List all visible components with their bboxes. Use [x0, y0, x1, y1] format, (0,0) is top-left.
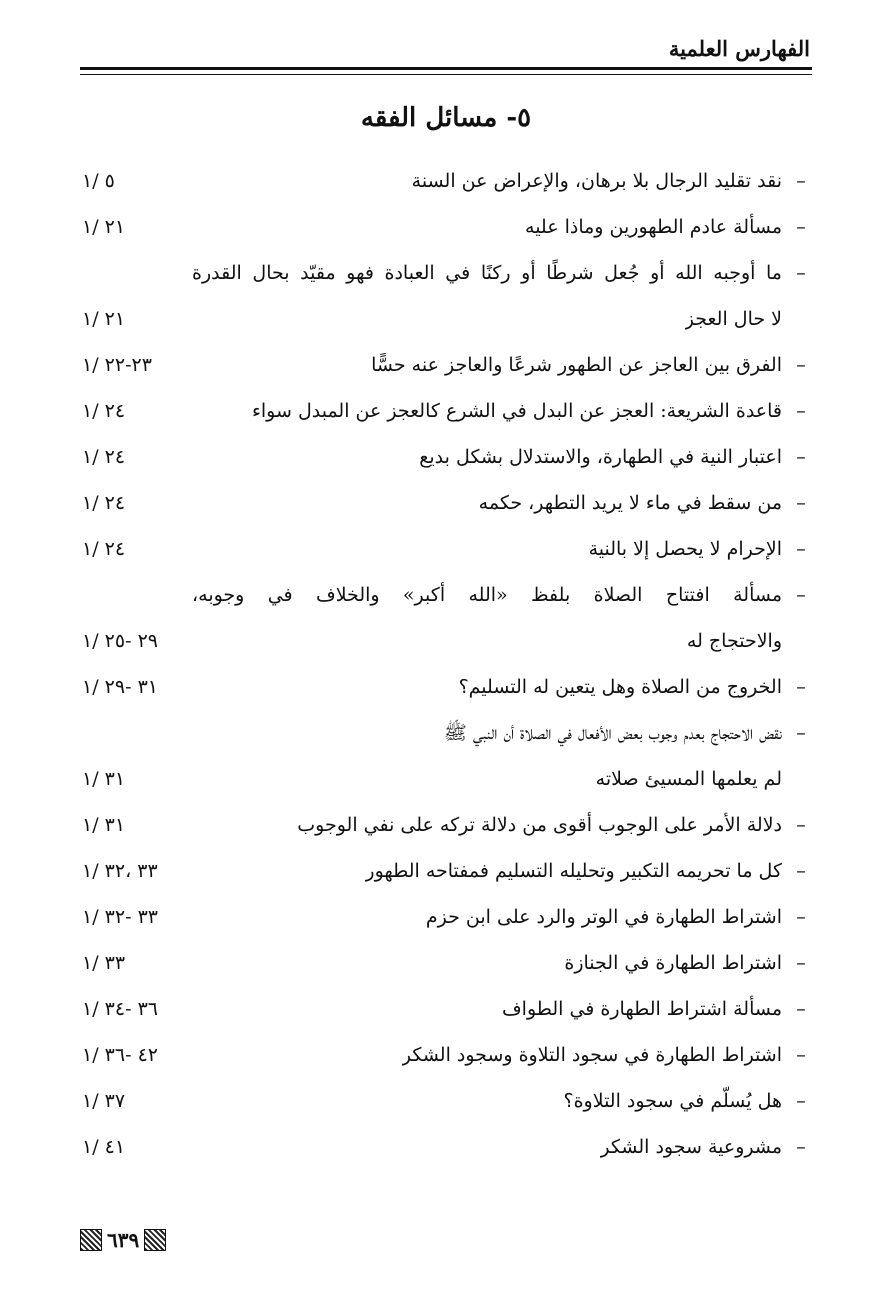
entry-dash: – [796, 492, 806, 514]
entry-reference: ٢٤ /١ [82, 400, 126, 422]
entry-reference: ٢٣-٢٢ /١ [82, 354, 152, 376]
entry-reference: ٤١ /١ [82, 1136, 126, 1158]
entry-reference: ٢٤ /١ [82, 492, 126, 514]
entry-dash: – [796, 446, 806, 468]
header-rule-thin [80, 74, 812, 75]
entry-text: اشتراط الطهارة في الوتر والرد على ابن حزم [425, 906, 782, 928]
entry-reference: ٣٧ /١ [82, 1090, 126, 1112]
index-entry [80, 250, 812, 296]
entry-dash: – [796, 400, 806, 422]
entry-dash: – [796, 1044, 806, 1066]
entry-dash: – [796, 584, 806, 606]
section-title: ٥- مسائل الفقه [360, 103, 532, 133]
entry-dash: – [796, 170, 806, 192]
entry-text: ما أوجبه الله أو جُعل شرطًا أو ركنًا في العبادة فهو مقيّد بحال القدرة [192, 262, 782, 284]
index-entry-list [80, 158, 812, 1170]
page-number: ٦٣٩ [107, 1228, 140, 1252]
index-entry [80, 434, 812, 480]
entry-text: الفرق بين العاجز عن الطهور شرعًا والعاجز عنه حسًّا [371, 354, 782, 376]
entry-reference: ٣٣ -٣٢ /١ [82, 906, 158, 928]
entry-reference: ٢١ /١ [82, 216, 126, 238]
entry-text: قاعدة الشريعة: العجز عن البدل في الشرع كالعجز عن المبدل سواء [251, 400, 782, 422]
index-entry [80, 342, 812, 388]
entry-text: والاحتجاج له [686, 630, 782, 652]
index-entry [80, 894, 812, 940]
index-entry [80, 480, 812, 526]
entry-text: اعتبار النية في الطهارة، والاستدلال بشكل بديع [419, 446, 782, 468]
entry-reference: ٤٢ -٣٦ /١ [82, 1044, 158, 1066]
page-number-footer [80, 1225, 166, 1255]
entry-dash: – [796, 998, 806, 1020]
index-entry [80, 526, 812, 572]
index-entry [80, 1078, 812, 1124]
entry-dash: – [796, 814, 806, 836]
entry-dash: – [796, 1090, 806, 1112]
entry-text: لم يعلمها المسيئ صلاته [595, 768, 782, 790]
entry-reference: ٥ /١ [82, 170, 115, 192]
entry-text: من سقط في ماء لا يريد التطهر، حكمه [478, 492, 782, 514]
entry-dash: – [796, 354, 806, 376]
entry-text: الخروج من الصلاة وهل يتعين له التسليم؟ [458, 676, 782, 698]
entry-dash: – [796, 216, 806, 238]
index-entry [80, 940, 812, 986]
entry-text: مسألة عادم الطهورين وماذا عليه [525, 216, 782, 238]
entry-text: نقض الاحتجاج بعدم وجوب بعض الأفعال في الصلاة أن النبي ﷺ [443, 722, 782, 744]
index-entry [80, 848, 812, 894]
index-entry [80, 572, 812, 618]
entry-dash: – [796, 906, 806, 928]
entry-reference: ٣٣ ،٣٢ /١ [82, 860, 158, 882]
entry-reference: ٣١ /١ [82, 768, 126, 790]
entry-text: الإحرام لا يحصل إلا بالنية [588, 538, 782, 560]
index-entry-continuation [80, 618, 812, 664]
entry-reference: ٣١ /١ [82, 814, 126, 836]
entry-reference: ٢٤ /١ [82, 538, 126, 560]
index-entry-continuation [80, 296, 812, 342]
running-header-title: الفهارس العلمية [668, 36, 810, 61]
entry-text: لا حال العجز [684, 308, 782, 330]
index-entry [80, 986, 812, 1032]
entry-text: اشتراط الطهارة في الجنازة [564, 952, 782, 974]
entry-dash: – [796, 1136, 806, 1158]
entry-text: هل يُسلّم في سجود التلاوة؟ [563, 1090, 782, 1112]
entry-reference: ٢٩ -٢٥ /١ [82, 630, 158, 652]
index-entry [80, 388, 812, 434]
entry-dash: – [796, 538, 806, 560]
entry-reference: ٣٣ /١ [82, 952, 126, 974]
entry-dash: – [796, 860, 806, 882]
entry-reference: ٢١ /١ [82, 308, 126, 330]
entry-dash: – [796, 676, 806, 698]
entry-reference: ٢٤ /١ [82, 446, 126, 468]
entry-reference: ٣١ -٢٩ /١ [82, 676, 158, 698]
entry-dash: – [796, 262, 806, 284]
entry-reference: ٣٦ -٣٤ /١ [82, 998, 158, 1020]
index-entry [80, 158, 812, 204]
entry-text: نقد تقليد الرجال بلا برهان، والإعراض عن السنة [411, 170, 782, 192]
index-entry [80, 1032, 812, 1078]
entry-text: مسألة اشتراط الطهارة في الطواف [501, 998, 782, 1020]
index-entry [80, 802, 812, 848]
entry-text: مسألة افتتاح الصلاة بلفظ «الله أكبر» والخلاف في وجوبه، [192, 584, 782, 606]
index-entry [80, 1124, 812, 1170]
ornament-icon [144, 1229, 166, 1251]
entry-dash: – [796, 722, 806, 744]
index-entry [80, 664, 812, 710]
index-entry [80, 710, 812, 756]
entry-text: دلالة الأمر على الوجوب أقوى من دلالة تركه على نفي الوجوب [297, 814, 782, 836]
entry-text: مشروعية سجود الشكر [600, 1136, 782, 1158]
header-rule-thick [80, 67, 812, 70]
entry-text: اشتراط الطهارة في سجود التلاوة وسجود الشكر [401, 1044, 782, 1066]
index-entry [80, 204, 812, 250]
index-entry-continuation [80, 756, 812, 802]
entry-dash: – [796, 952, 806, 974]
ornament-icon [80, 1229, 102, 1251]
entry-text: كل ما تحريمه التكبير وتحليله التسليم فمفتاحه الطهور [365, 860, 782, 882]
